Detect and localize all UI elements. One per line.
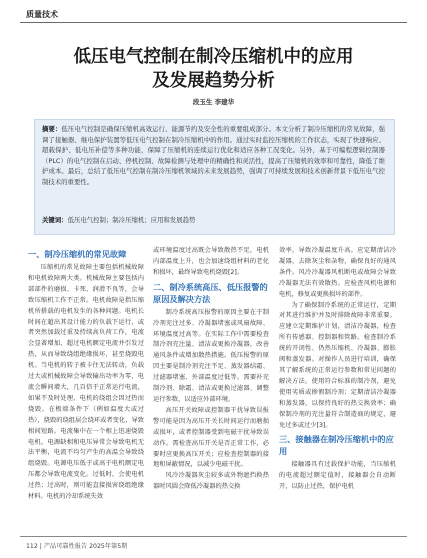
paragraph: 效率，导致冷凝温度升高。应定期清洁冷凝器，去除灰尘和杂物，确保良好的通风条件。风冷冷凝器风机断电或故障会导致冷凝器无法有效散热。应检查风机电源和电机，修复或更换损坏的部件。 <box>279 247 396 298</box>
paragraph: 高压开关故障或控制器干扰导致误报警可能是因为高压开关长时间运行而磨损或损坏，或者控制器受到电磁干扰导致误动作。需检查高压开关是否正常工作，必要时应更换高压开关；应检查控制器的接地和屏蔽情况，以减少电磁干扰。 <box>153 406 269 469</box>
section-heading-3: 三、接触器在制冷压缩机中的应用 <box>279 434 394 457</box>
section-tag: 质量技术 <box>26 10 58 19</box>
keywords-text: 低压电气控制；制冷压缩机；应用和发展趋势 <box>67 216 196 224</box>
footer-rule <box>20 536 407 537</box>
authors: 段玉生 李建华 <box>192 98 235 106</box>
paragraph: 压缩机的常见故障主要包括机械故障和电机故障两大类。机械故障主要包括内部部件的磨损、卡死、润滑不良等，会导致压缩机工作不正常。电机故障是指压缩机所搭载的电机发生的各种问题。电机长时间在超出其设计能力的负载下运行，或者突然加载过重及持续高负荷工作，电流会显著增加，超过电机额定电流并引发过热，从而导致绕组绝缘损坏，甚至烧毁电机。当电机的转子被卡住无法转动，负载过大或机械故障会导致输出功率为零，电流会瞬间增大，几百倍于正常运行电流，如果不及时处理，电机的绕组会因过热而烧毁。在极端条件下（例如温度大或过热），烧毁的绕组层会绕环或者变化，导致相间短路。电流集中在一个相上迅速烧毁电机。电源缺相和电压异常会导致电机无法平衡，电流不均匀产生的高温会导致绕组烧毁。电源电压低于或高于电机额定电压都会导致电流变化。过低时，会使电机过热；过高时，则可能直接损害绕组绝缘材料。电机的冷却系统失效 <box>28 264 144 501</box>
abstract-text: 低压电气控制是确保压缩机高效运行、能源节约及安全性的重要组成部分。本文分析了制冷压缩机的常见故障，强调了接触器、继电保护装置等低压电气控制在制冷压缩机中的作用。通过实时监控压缩机的工作状态，实现了快速响应、超载保护、低电压补偿等多种功能，保障了压缩机的连续运行优化和适应各种工况变化。另外，基于可编程逻辑控制器（PLC）的电气控制在启动、停机控制、故障检测与处理中的精确性和灵活性，提高了压缩机的效率和可靠性，降低了维护成本。最后，总结了低压电气控制在制冷压缩机领域的未来发展趋势，强调了可持续发展和技术创新背景下低压电气控制技术的重要性。 <box>42 125 385 186</box>
keywords <box>42 215 385 226</box>
paragraph: 制冷系统高压报警的原因主要在于制冷剂充注过多、冷凝器堵塞或风扇故障、环境温度过高等。在实际工作中需要检查制冷剂充注量、清洁或更换冷凝器，改善通风条件或增加散热措施。低压报警的原因主要是制冷剂充注不足、蒸发器结霜、过滤器堵塞、外部温度过低等。需要补充制冷剂、除霜、清洁或更换过滤器、调整运行参数，以适应外部环境。 <box>153 308 269 403</box>
paragraph: 为了确保制冷系统的正常运行，定期对其进行维护并及时排除故障非常重要。应建立定期维护计划，清洁冷凝器，检查所有传感器、控制器和管路。检查制冷系统的开闭性、仍然压缩机、冷凝器、膨胀阀和蒸发器。对操作人员进行培训，确保其了解系统的正常运行参数和常见问题的解决方法。使用符合标准的制冷剂，避免使用劣质或掺假制冷剂；定期清洁冷凝器和蒸发器，以保持良好的热交换效率；确保制冷剂的充注量符合制造商的规定，避免过多或过少[3]。 <box>279 301 396 429</box>
paragraph: 或环境温度过高既会导致散热不足，电机内部温度上升，也会加速绕组材料的老化和损坏，最终导致电机烧毁[2]。 <box>153 247 269 276</box>
paragraph: 风冷冷凝器灰尘较多或外物遮挡换热器时风圆会降低冷凝器的热交换 <box>153 472 269 491</box>
section-heading-1: 一、制冷压缩机的常见故障 <box>28 249 127 259</box>
header-rule <box>20 22 407 23</box>
column-2 <box>153 246 269 493</box>
keywords-label: 关键词： <box>42 216 68 224</box>
paragraph: 接触器具有过载保护功能，当压缩机的电流超过额定值时，接触器会自动断开，以防止过热，保护电机 <box>279 461 396 491</box>
title-line-2: 及发展趋势分析 <box>152 71 275 91</box>
abstract-label: 摘要： <box>42 125 62 133</box>
column-3 <box>279 246 396 493</box>
article-title <box>0 45 427 93</box>
page-footer: 112 | 产品可靠性报告 2025年第5期 <box>26 543 128 550</box>
abstract <box>42 124 385 188</box>
column-1 <box>28 246 144 503</box>
title-line-1: 低压电气控制在制冷压缩机中的应用 <box>73 47 354 67</box>
section-heading-2: 二、制冷系统高压、低压报警的原因及解决方法 <box>153 281 268 304</box>
